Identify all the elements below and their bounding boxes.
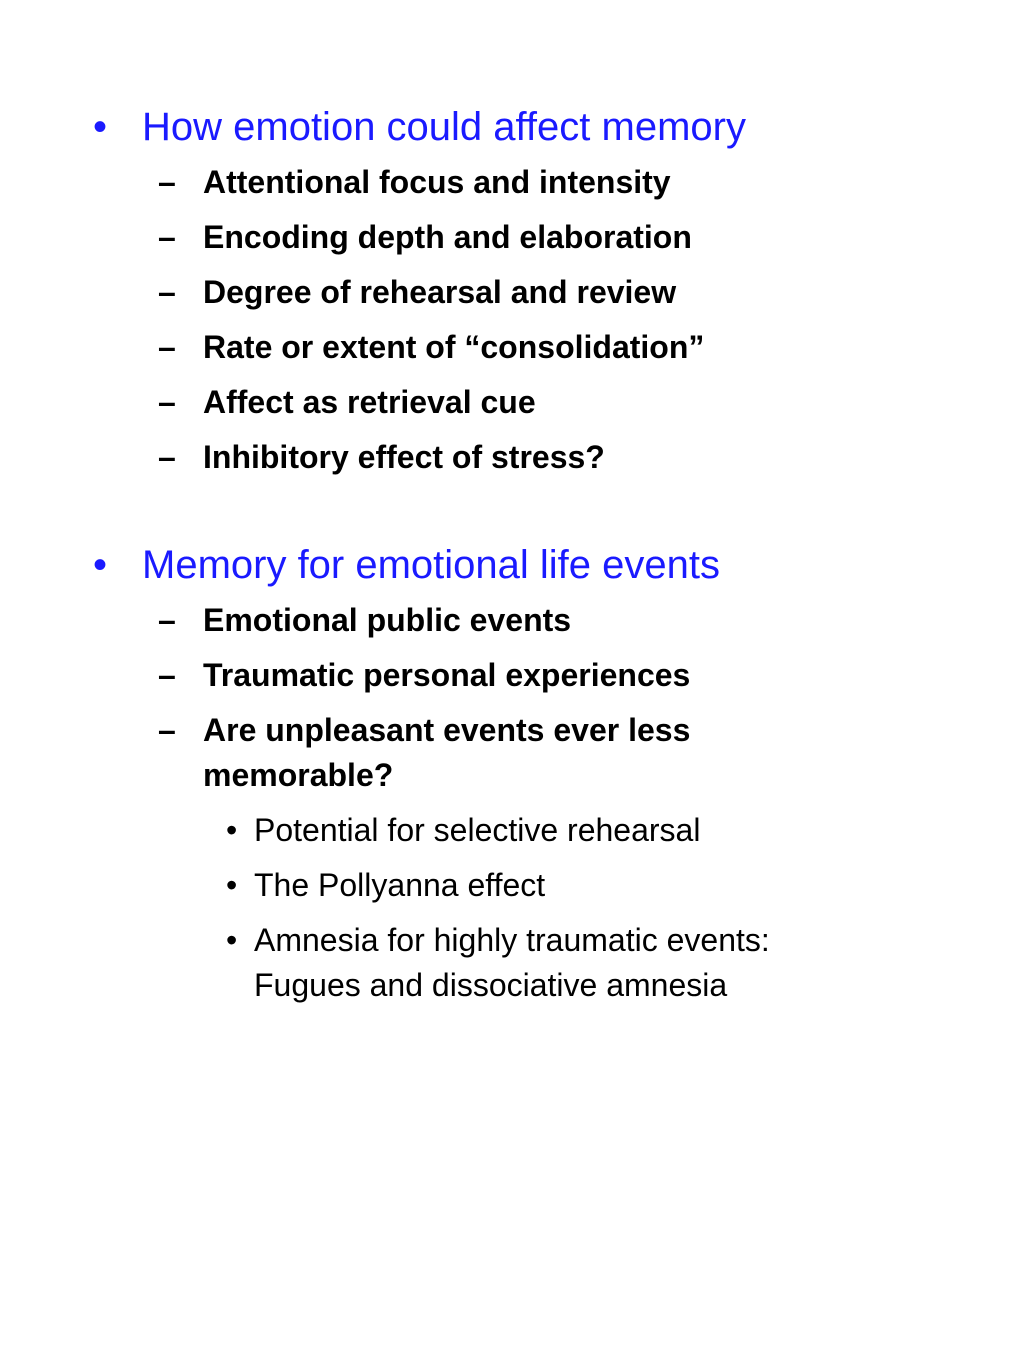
list-item-text: Encoding depth and elaboration: [203, 219, 692, 255]
list-item: [0, 210, 1024, 265]
dash-icon: –: [158, 274, 176, 310]
bullet-icon: •: [226, 812, 238, 848]
section-heading: How emotion could affect memory: [142, 105, 746, 149]
sub-list-item: [0, 913, 1024, 1013]
list-item-text: Rate or extent of “consolidation”: [203, 329, 705, 365]
list-item: [0, 155, 1024, 210]
list-item: [0, 593, 1024, 648]
list-item: [0, 703, 1024, 803]
bullet-icon: •: [93, 543, 108, 587]
section-emotion-affects-memory: [0, 99, 1024, 485]
bullet-icon: •: [226, 867, 238, 903]
sub-list-item: [0, 858, 1024, 913]
dash-icon: –: [158, 164, 176, 200]
section-emotional-life-events: [0, 537, 1024, 1013]
section-heading: Memory for emotional life events: [142, 543, 721, 587]
dash-icon: –: [158, 712, 176, 748]
list-item-text: Traumatic personal experiences: [203, 657, 691, 693]
dash-icon: –: [158, 657, 176, 693]
heading-row: [0, 99, 1024, 155]
list-item: [0, 430, 1024, 485]
list-item-text: Emotional public events: [203, 602, 572, 638]
bullet-icon: •: [226, 922, 238, 958]
list-item: [0, 265, 1024, 320]
list-item-text: Degree of rehearsal and review: [203, 274, 677, 310]
dash-icon: –: [158, 219, 176, 255]
dash-icon: –: [158, 602, 176, 638]
list-item-text: Inhibitory effect of stress?: [203, 439, 605, 475]
heading-row: [0, 537, 1024, 593]
bullet-icon: •: [93, 105, 108, 149]
dash-icon: –: [158, 439, 176, 475]
list-item: [0, 375, 1024, 430]
list-item-text: Affect as retrieval cue: [203, 384, 536, 420]
list-item: [0, 648, 1024, 703]
sub-list-item-text: Amnesia for highly traumatic events: Fugues and dissociative amnesia: [254, 922, 770, 1003]
list-item-text: Attentional focus and intensity: [203, 164, 671, 200]
sub-list-item-text: Potential for selective rehearsal: [254, 812, 701, 848]
list-item-text: Are unpleasant events ever less memorable?: [203, 712, 691, 793]
sub-list-item: [0, 803, 1024, 858]
dash-icon: –: [158, 329, 176, 365]
dash-icon: –: [158, 384, 176, 420]
list-item: [0, 320, 1024, 375]
sub-list-item-text: The Pollyanna effect: [254, 867, 546, 903]
